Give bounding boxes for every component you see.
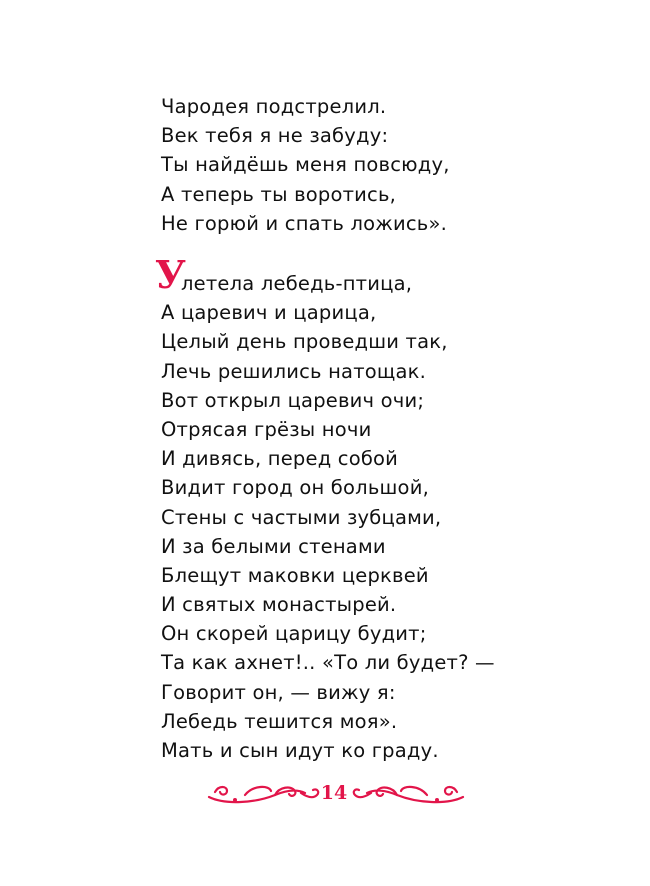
poem-line: Блещут маковки церквей	[161, 563, 429, 587]
stanza-1	[161, 92, 450, 238]
poem-line: Лебедь тешится моя».	[161, 709, 398, 733]
poem-line: Говорит он, — вижу я:	[161, 680, 396, 704]
poem-line: Отрясая грёзы ночи	[161, 417, 372, 441]
poem-line: Чародея подстрелил.	[161, 95, 387, 118]
drop-cap: У	[155, 252, 187, 297]
page-number: 14	[320, 782, 348, 804]
poem-line: И святых монастырей.	[161, 593, 397, 617]
poem-line: Стены с частыми зубцами,	[161, 505, 442, 529]
poem-line: И за белыми стенами	[161, 534, 386, 558]
poem-line: А царевич и царица,	[161, 301, 377, 325]
poem-line: Видит город он большой,	[161, 476, 429, 500]
poem-line: А теперь ты воротись,	[161, 182, 397, 206]
poem-line-rest: летела лебедь-птица,	[181, 272, 413, 295]
poem-line: Он скорей царицу будит;	[161, 622, 427, 646]
stanza-2	[155, 252, 495, 765]
poem-line: Лечь решились натощак.	[161, 359, 426, 383]
poem-first-line	[155, 252, 495, 298]
poem-line: Век тебя я не забуду:	[161, 124, 389, 148]
poem-line: Мать и сын идут ко граду.	[161, 739, 439, 762]
poem-line: Вот открыл царевич очи;	[161, 388, 425, 412]
poem-line: Не горюй и спать ложись».	[161, 211, 448, 235]
poem-line: Та как ахнет!.. «То ли будет? —	[161, 651, 495, 675]
poem-line: Целый день проведши так,	[161, 330, 448, 354]
poem-line: Ты найдёшь меня повсюду,	[161, 153, 450, 177]
poem-line: И дивясь, перед собой	[161, 447, 399, 471]
